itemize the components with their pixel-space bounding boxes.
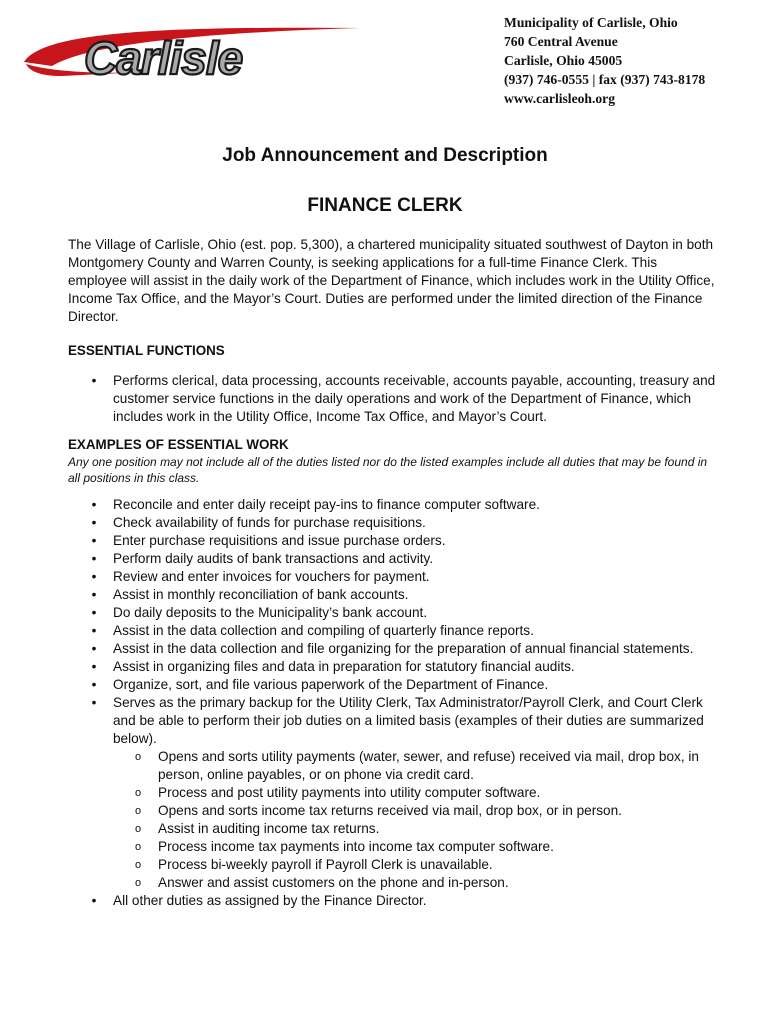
bullet-icon: •: [91, 497, 97, 512]
list-item-text: Serves as the primary backup for the Utility Clerk, Tax Administrator/Payroll Clerk, and Court Clerk and be able to perform their job duties on a limited basis (examples of their duties are summarized below).: [113, 695, 704, 746]
list-item-text: Check availability of funds for purchase requisitions.: [113, 515, 426, 530]
list-item-text: Organize, sort, and file various paperwork of the Department of Finance.: [113, 677, 549, 692]
list-item: [68, 372, 716, 426]
document-title: Job Announcement and Description: [222, 145, 548, 166]
list-item-text: Assist in monthly reconciliation of bank accounts.: [113, 587, 409, 602]
sub-list-item-text: Process bi-weekly payroll if Payroll Clerk is unavailable.: [158, 857, 493, 872]
list-item-text: Do daily deposits to the Municipality’s bank account.: [113, 605, 428, 620]
circle-bullet-icon: o: [135, 805, 142, 817]
sub-list-item-text: Opens and sorts utility payments (water, sewer, and refuse) received via mail, drop box, in person, online payables, or on phone via credit card.: [158, 749, 699, 782]
website-line: www.carlisleoh.org: [504, 91, 615, 106]
bullet-icon: •: [91, 515, 97, 530]
sub-list-item: [113, 802, 716, 820]
sub-list-item: [113, 820, 716, 838]
list-item-text: Performs clerical, data processing, accounts receivable, accounts payable, accounting, treasury and customer service functions in the daily operations and work of the Department of Finance, which includes work in the Utility Office, Income Tax Office, and Mayor’s Court.: [113, 373, 716, 424]
essential-functions-list: [68, 372, 716, 426]
list-item: [68, 658, 716, 676]
list-item: [68, 586, 716, 604]
bullet-icon: •: [91, 659, 97, 674]
intro-paragraph: The Village of Carlisle, Ohio (est. pop. 5,300), a chartered municipality situated southwest of Dayton in both Montgomery County and Warren County, is seeking applications for a full-time Finance Clerk. This employee will assist in the daily work of the Department of Finance, which includes work in the Utility Office, Income Tax Office, and the Mayor’s Court. Duties are performed under the limited direction of the Finance Director.: [68, 237, 715, 324]
circle-bullet-icon: o: [135, 877, 142, 889]
essential-functions-heading: ESSENTIAL FUNCTIONS: [68, 343, 225, 358]
phone-fax-line: (937) 746-0555 | fax (937) 743-8178: [504, 72, 706, 87]
sub-list-item-text: Answer and assist customers on the phone and in-person.: [158, 875, 509, 890]
list-item: [68, 694, 716, 892]
bullet-icon: •: [91, 623, 97, 638]
bullet-icon: •: [91, 587, 97, 602]
bullet-icon: •: [91, 677, 97, 692]
list-item: [68, 496, 716, 514]
sub-list-item-text: Process and post utility payments into utility computer software.: [158, 785, 541, 800]
bullet-icon: •: [91, 533, 97, 548]
job-title: FINANCE CLERK: [307, 195, 463, 216]
bullet-icon: •: [91, 373, 97, 388]
examples-list: [68, 496, 716, 910]
address-line: Municipality of Carlisle, Ohio: [504, 15, 678, 30]
list-item: [68, 640, 716, 658]
list-item: [68, 622, 716, 640]
examples-heading: EXAMPLES OF ESSENTIAL WORK: [68, 437, 289, 452]
municipality-address: [504, 13, 705, 108]
circle-bullet-icon: o: [135, 823, 142, 835]
bullet-icon: •: [91, 695, 97, 710]
circle-bullet-icon: o: [135, 841, 142, 853]
sub-list-item-text: Process income tax payments into income tax computer software.: [158, 839, 554, 854]
sub-list-item: [113, 856, 716, 874]
sub-list-item: [113, 784, 716, 802]
sub-list-item: [113, 838, 716, 856]
list-item: [68, 550, 716, 568]
bullet-icon: •: [91, 641, 97, 656]
address-line: 760 Central Avenue: [504, 34, 618, 49]
circle-bullet-icon: o: [135, 859, 142, 871]
bullet-icon: •: [91, 551, 97, 566]
sub-list-item: [113, 874, 716, 892]
list-item-text: Enter purchase requisitions and issue purchase orders.: [113, 533, 446, 548]
sub-list-item: [113, 748, 716, 784]
list-item-text: Assist in organizing files and data in preparation for statutory financial audits.: [113, 659, 575, 674]
document-body: [68, 236, 716, 910]
sub-list-item-text: Opens and sorts income tax returns received via mail, drop box, or in person.: [158, 803, 622, 818]
list-item: [68, 532, 716, 550]
carlisle-logo: [22, 22, 362, 86]
circle-bullet-icon: o: [135, 751, 142, 763]
bullet-icon: •: [91, 893, 97, 908]
list-item-text: Assist in the data collection and file organizing for the preparation of annual financial statements.: [113, 641, 694, 656]
list-item-text: Perform daily audits of bank transactions and activity.: [113, 551, 434, 566]
list-item: [68, 568, 716, 586]
bullet-icon: •: [91, 605, 97, 620]
address-line: Carlisle, Ohio 45005: [504, 53, 623, 68]
list-item-text: Assist in the data collection and compiling of quarterly finance reports.: [113, 623, 534, 638]
sub-list-item-text: Assist in auditing income tax returns.: [158, 821, 380, 836]
logo-wordmark: Carlisle: [84, 32, 243, 84]
list-item-text: All other duties as assigned by the Finance Director.: [113, 893, 427, 908]
circle-bullet-icon: o: [135, 787, 142, 799]
backup-duties-sublist: [113, 748, 716, 892]
list-item: [68, 676, 716, 694]
list-item: [68, 514, 716, 532]
examples-note: Any one position may not include all of the duties listed nor do the listed examples include all duties that may be found in all positions in this class.: [68, 455, 708, 485]
list-item-text: Review and enter invoices for vouchers for payment.: [113, 569, 430, 584]
bullet-icon: •: [91, 569, 97, 584]
list-item: [68, 604, 716, 622]
list-item-text: Reconcile and enter daily receipt pay-ins to finance computer software.: [113, 497, 540, 512]
list-item: [68, 892, 716, 910]
